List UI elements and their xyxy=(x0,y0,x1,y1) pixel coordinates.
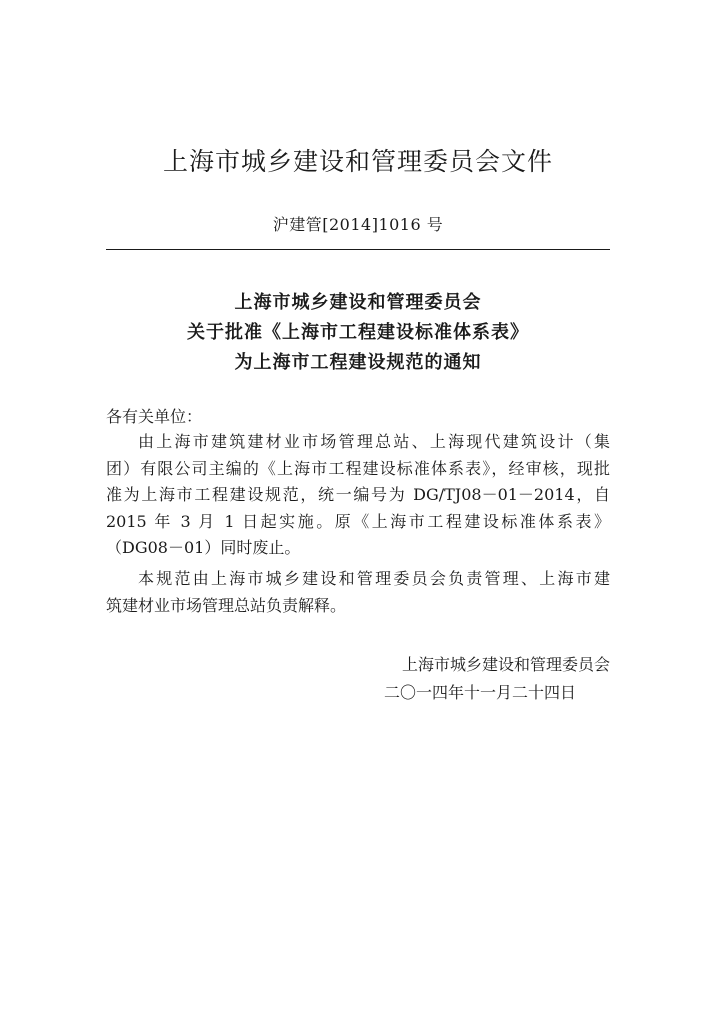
document-number: 沪建管[2014]1016 号 xyxy=(272,215,444,234)
document-header-title: 上海市城乡建设和管理委员会文件 xyxy=(162,147,553,176)
notice-title-line-1: 上海市城乡建设和管理委员会 xyxy=(234,292,482,313)
signature-date: 二〇一四年十一月二十四日 xyxy=(384,683,577,702)
salutation: 各有关单位： xyxy=(106,407,203,426)
notice-title xyxy=(0,288,716,378)
paragraph-line: 团）有限公司主编的《上海市工程建设标准体系表》，经审核，现批 xyxy=(106,458,610,478)
paragraph-line: 2015 年 3 月 1 日起实施。原《上海市工程建设标准体系表》 xyxy=(106,511,610,531)
body-paragraph-2 xyxy=(106,566,610,619)
paragraph-line: 本规范由上海市城乡建设和管理委员会负责管理、上海市建 xyxy=(138,569,610,588)
notice-title-line-2: 关于批准《上海市工程建设标准体系表》 xyxy=(187,322,529,343)
notice-title-line-3: 为上海市工程建设规范的通知 xyxy=(234,352,482,373)
paragraph-line: 由上海市建筑建材业市场管理总站、上海现代建筑设计（集 xyxy=(138,432,610,451)
paragraph-line: 筑建材业市场管理总站负责解释。 xyxy=(106,595,347,615)
signature-organization: 上海市城乡建设和管理委员会 xyxy=(401,655,610,674)
header-divider xyxy=(106,249,610,250)
paragraph-line: 准为上海市工程建设规范，统一编号为 DG/TJ08－01－2014，自 xyxy=(106,485,610,504)
body-paragraph-1 xyxy=(106,429,610,562)
paragraph-line: （DG08－01）同时废止。 xyxy=(106,538,301,557)
